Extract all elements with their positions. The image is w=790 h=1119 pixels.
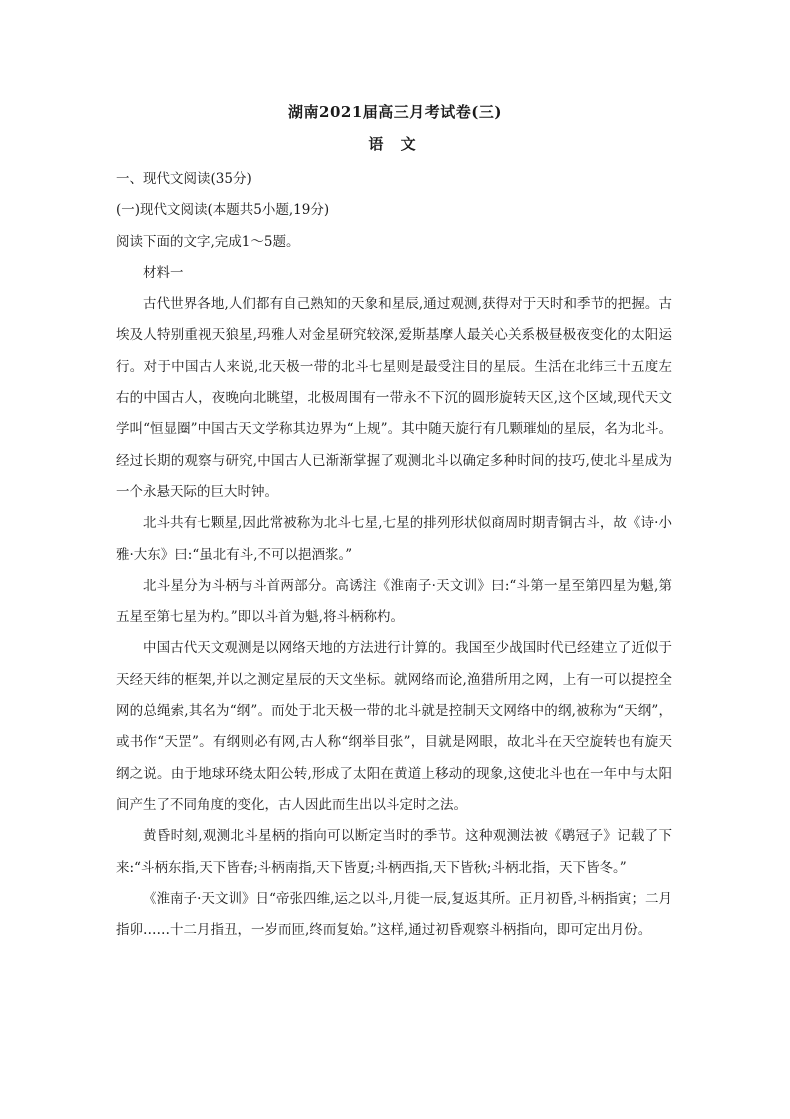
material-paragraph: 北斗星分为斗柄与斗首两部分。高诱注《淮南子·天文训》曰:“斗第一星至第四星为魁,第五星至第七星为杓。”即以斗首为魁,将斗柄称杓。 (116, 577, 672, 626)
section-subheading: (一)现代文阅读(本题共5小题,19分) (116, 202, 330, 219)
material-paragraph: 黄昏时刻,观测北斗星柄的指向可以断定当时的季节。这种观测法被《鹖冠子》记载了下来:“斗柄东指,天下皆春;斗柄南指,天下皆夏;斗柄西指,天下皆秋;斗柄北指，天下皆冬。” (116, 828, 672, 876)
exam-title: 湖南2021届高三月考试卷(三) (288, 103, 502, 121)
material-paragraph: 北斗共有七颗星,因此常被称为北斗七星,七星的排列形状似商周时期青铜古斗，故《诗·小雅·大东》曰:“虽北有斗,不可以挹酒浆。” (116, 515, 672, 563)
subject-title: 语 文 (368, 135, 422, 153)
material-paragraph: 古代世界各地,人们都有自己熟知的天象和星辰,通过观测,获得对于天时和季节的把握。古埃及人特别重视天狼星,玛雅人对金星研究较深,爱斯基摩人最关心关系极昼极夜变化的太阳运行。对于中国古人来说,北天极一带的北斗七星则是最受注目的星辰。生活在北纬三十五度左右的中国古人，夜晚向北眺望，北极周围有一带永不下沉的圆形旋转天区,这个区域,现代天文学叫“恒显圈”中国古天文学称其边界为“上规”。其中随天旋行有几颗璀灿的星辰，名为北斗。经过长期的观察与研究,中国古人已渐渐掌握了观测北斗以确定多种时间的技巧,使北斗星成为一个永悬天际的巨大时钟。 (116, 296, 672, 500)
material-paragraph: 中国古代天文观测是以网络天地的方法进行计算的。我国至少战国时代已经建立了近似于天经天纬的框架,并以之测定星辰的天文坐标。就网络而论,渔猎所用之网，上有一可以提控全网的总绳索,其名为“纲”。而处于北天极一带的北斗就是控制天文网络中的纲,被称为“天纲”，或书作“天罡”。有纲则必有网,古人称“纲举目张”，目就是网眼，故北斗在天空旋转也有旋天纲之说。由于地球环绕太阳公转,形成了太阳在黄道上移动的现象,这使北斗也在一年中与太阳间产生了不同角度的变化，古人因此而生出以斗定时之法。 (116, 640, 672, 813)
material-paragraph: 《淮南子·天文训》日“帝张四维,运之以斗,月徙一辰,复返其所。正月初昏,斗柄指寅；二月指卯……十二月指丑，一岁而匝,终而复始。”这样,通过初昏观察斗柄指向，即可定出月份。 (116, 890, 672, 939)
section-heading: 一、现代文阅读(35分) (116, 171, 252, 187)
reading-instruction: 阅读下面的文字,完成1～5题。 (116, 233, 300, 250)
exam-content (116, 164, 672, 946)
material-label: 材料一 (143, 264, 184, 281)
